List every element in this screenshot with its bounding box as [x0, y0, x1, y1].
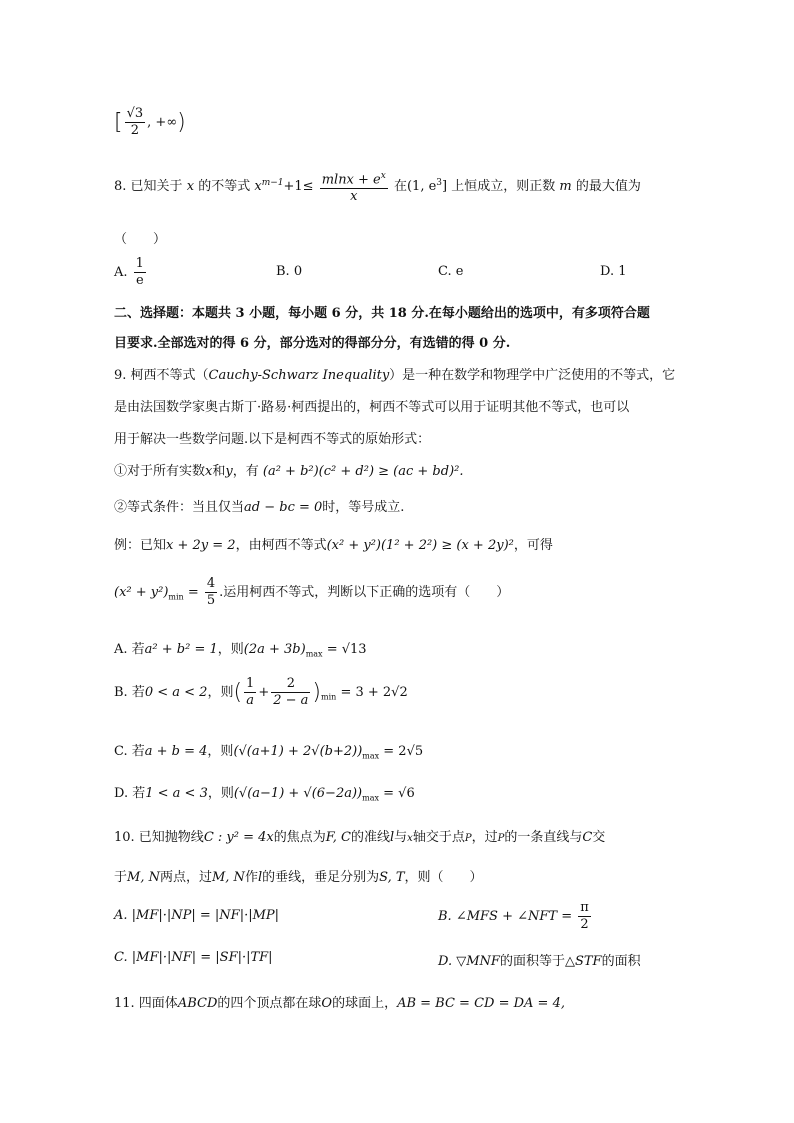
interval-rest: , +∞ [147, 115, 178, 130]
q10-option-a: A. |MF|·|NP| = |NF|·|MP| [114, 908, 280, 923]
q8-option-d: D. 1 [600, 264, 627, 279]
q9-line1: 9. 柯西不等式（Cauchy-Schwarz Inequality）是一种在数学和物理学中广泛使用的不等式，它 [114, 368, 676, 383]
q8-paren: （ ） [114, 232, 167, 247]
q9-option-b: B. 若0 < a < 2，则( $\frac{1}{a}$ + $\frac{2}{2 - a}$ )$_{min} = 3 + 2√2$ [114, 676, 408, 708]
q9-option-c: C. 若a + b = 4，则$(√(a+1) + 2√(b+2))_{max} = 2√5$ [114, 744, 424, 761]
q10-line2: 于M, N两点，过M, N作l的垂线，垂足分别为S, T，则（ ） [114, 870, 483, 885]
q8-option-a: A. $\frac{1}{e}$ [114, 256, 144, 288]
q8-option-b: B. 0 [276, 264, 303, 279]
q9-line4: ①对于所有实数x和y，有 (a² + b²)(c² + d²) ≥ (ac + bd)². [114, 464, 464, 479]
q9-line6: 例：已知x + 2y = 2，由柯西不等式(x² + y²)(1² + 2²) ≥ (x + 2y)²，可得 [114, 538, 553, 553]
top-interval [114, 106, 186, 139]
q9-line5: ②等式条件：当且仅当ad − bc = 0时，等号成立. [114, 500, 405, 515]
q8-option-c: C. e [438, 264, 464, 279]
right-bracket: ) [177, 110, 186, 135]
sqrt3-over-2: $\frac{√3}{2}$ [126, 106, 144, 138]
left-bracket: [ [114, 110, 123, 135]
q9-line2: 是由法国数学家奥古斯丁·路易·柯西提出的，柯西不等式可以用于证明其他不等式，也可以 [114, 400, 630, 415]
q10-option-d: D. ▽MNF的面积等于△STF的面积 [438, 954, 641, 969]
q9-option-a: A. 若a² + b² = 1，则$(2a + 3b)_{max} = √13$ [114, 642, 367, 659]
q9-line3: 用于解决一些数学问题.以下是柯西不等式的原始形式： [114, 432, 431, 447]
q9-option-d: D. 若1 < a < 3，则$(√(a-1) + √(6-2a))_{max} = √6$ [114, 786, 415, 803]
q8-fraction: $\frac{mlnx + e^x}{x}$ [320, 168, 388, 205]
q10-option-c: C. |MF|·|NF| = |SF|·|TF| [114, 950, 273, 965]
q10-option-b: B. ∠MFS + ∠NFT = $\frac{\pi}{2}$ [438, 900, 589, 932]
q10-line1: 10. 已知抛物线C : y² = 4x的焦点为F, C的准线l与x轴交于点P，过P的一条直线与C交 [114, 830, 606, 845]
section2-line1: 二、选择题：本题共 3 小题，每小题 6 分，共 18 分.在每小题给出的选项中，有多项符合题 [114, 306, 650, 321]
q8-stem: 8. 已知关于 x 的不等式 $x^{m-1}+1\le$ $\frac{mlnx + e^x}{x}$ 在(1, $e^3$] 上恒成立，则正数 m 的最大值为 [114, 168, 641, 205]
q11-stem: 11. 四面体ABCD的四个顶点都在球O的球面上，AB = BC = CD = DA = 4, [114, 996, 565, 1011]
q9-line7: $(x^2 + y^2)_{min}$ = $\frac{4}{5}$ .运用柯西不等式，判断以下正确的选项有（ ） [114, 576, 510, 608]
section2-line2: 目要求.全部选对的得 6 分，部分选对的得部分分，有选错的得 0 分. [114, 336, 511, 351]
